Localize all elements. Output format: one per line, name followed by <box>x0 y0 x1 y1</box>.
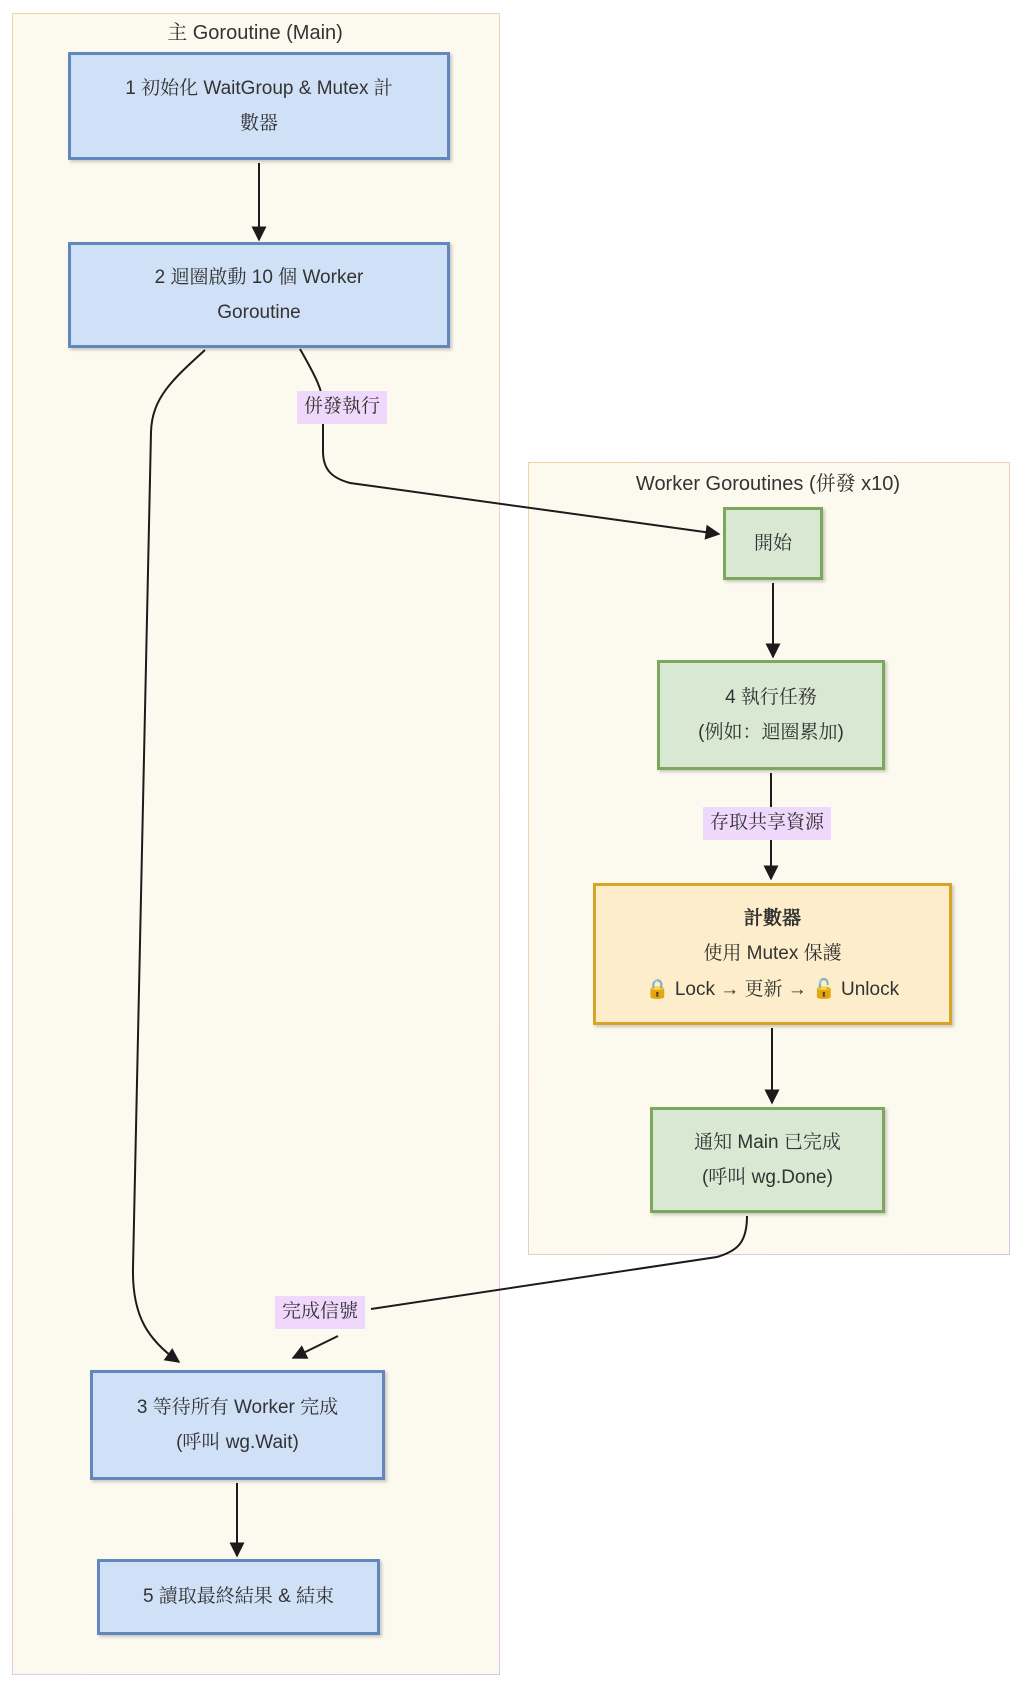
node-text: 開始 <box>753 532 792 554</box>
edge-label-shared-access: 存取共享資源 <box>703 807 831 840</box>
edge-label-step3 <box>293 1336 338 1358</box>
node-notify-main-done <box>650 1107 885 1213</box>
node-counter-mutex-protected <box>593 883 952 1025</box>
edge-step2-step3 <box>133 350 205 1362</box>
node-step5-read-result <box>97 1559 380 1635</box>
node-text: (呼叫 wg.Wait) <box>176 1432 299 1453</box>
node-text: 1 初始化 WaitGroup & Mutex 計數器 <box>125 77 393 134</box>
node-text: 4 執行任務 <box>725 686 817 708</box>
main-subgraph-title: 主 Goroutine (Main) <box>167 22 343 44</box>
worker-subgraph-title: Worker Goroutines (併發 x10) <box>635 473 901 495</box>
node-worker-start <box>723 507 823 580</box>
node-text: (例如：迴圈累加) <box>698 722 844 743</box>
edge-step2-start <box>300 349 719 534</box>
node-text: 5 讀取最終結果 & 結束 <box>142 1586 335 1608</box>
node-text: 2 迴圈啟動 10 個 Worker Goroutine <box>154 266 364 323</box>
node-text: 🔒 Lock → 更新 → 🔓 Unlock <box>645 978 900 1000</box>
edge-label-done-signal: 完成信號 <box>275 1296 365 1329</box>
node-text: 使用 Mutex 保護 <box>703 943 842 965</box>
edge-label-concurrent: 併發執行 <box>297 391 387 424</box>
node-text: 3 等待所有 Worker 完成 <box>136 1396 339 1418</box>
node-step1-init-waitgroup-mutex <box>68 52 450 160</box>
node-text: 通知 Main 已完成 <box>694 1131 841 1153</box>
node-text: (呼叫 wg.Done) <box>702 1167 833 1188</box>
node-step2-launch-workers <box>68 242 450 348</box>
node-text: 計數器 <box>743 908 801 930</box>
node-step3-wait-workers <box>90 1370 385 1480</box>
edge-notify-label <box>371 1216 747 1309</box>
node-step4-do-task <box>657 660 885 770</box>
